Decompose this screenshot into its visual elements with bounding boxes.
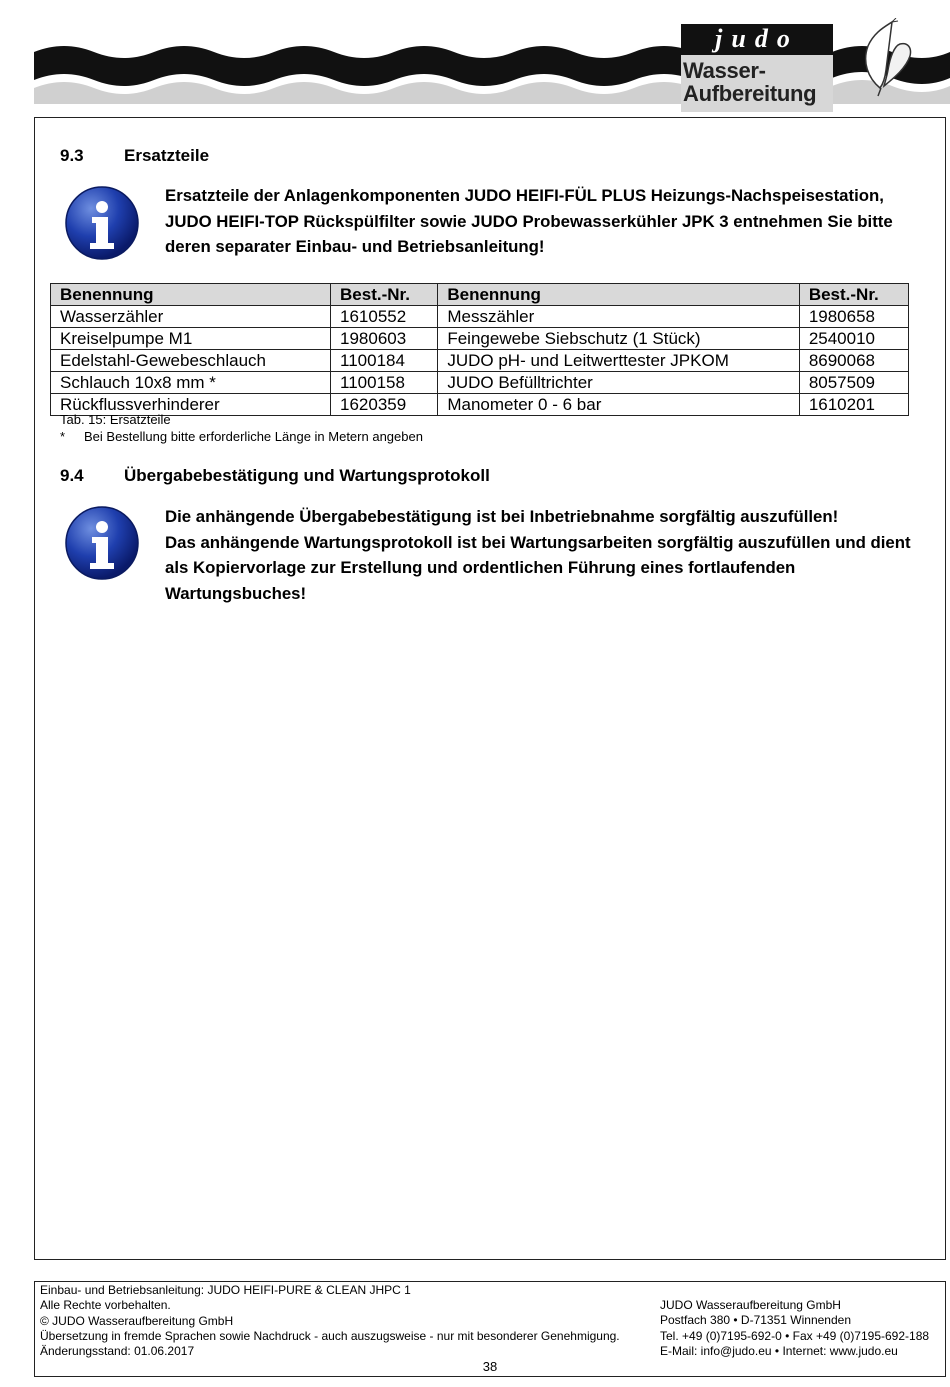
column-header: Benennung (51, 284, 331, 306)
table-cell: 1980603 (331, 328, 438, 350)
logo-line2: Aufbereitung (683, 81, 817, 106)
table-header-row (51, 284, 909, 306)
footer-right (660, 1298, 929, 1359)
table-footnote (60, 429, 560, 445)
column-header: Benennung (438, 284, 799, 306)
table-cell: Kreiselpumpe M1 (51, 328, 331, 350)
judo-logo (681, 24, 833, 112)
table-cell: 1620359 (331, 394, 438, 416)
table-row (51, 328, 909, 350)
table-cell: Wasserzähler (51, 306, 331, 328)
spare-parts-table (50, 283, 909, 416)
table-cell: 1610552 (331, 306, 438, 328)
logo-line1: Wasser- (683, 58, 766, 83)
butterfly-icon (848, 18, 918, 98)
footer-line: Alle Rechte vorbehalten. (40, 1298, 171, 1313)
table-row (51, 394, 909, 416)
table-row (51, 372, 909, 394)
info-icon (64, 505, 140, 581)
info-icon (64, 185, 140, 261)
section-number: 9.4 (60, 466, 84, 485)
page-header (0, 0, 950, 116)
table-cell: Manometer 0 - 6 bar (438, 394, 799, 416)
table-cell: JUDO pH- und Leitwerttester JPKOM (438, 350, 799, 372)
section-title: Übergabebestätigung und Wartungsprotokoll (124, 466, 490, 485)
spare-parts-note: Ersatzteile der Anlagenkomponenten JUDO HEIFI-FÜL PLUS Heizungs-Nachspeisestation, JUDO HEIFI-TOP Rückspülfilter sowie JUDO Probewasserkühler JPK 3 entnehmen Sie bitte deren separater Einbau- und Betriebsanleitung! (165, 186, 893, 256)
footer-line: © JUDO Wasseraufbereitung GmbH (40, 1313, 234, 1328)
footer-left (40, 1283, 620, 1359)
footer-line: Übersetzung in fremde Sprachen sowie Nachdruck - auch auszugsweise - nur mit besonderer Genehmigung. (40, 1328, 620, 1343)
page-number: 38 (482, 1359, 498, 1374)
column-header: Best.-Nr. (799, 284, 908, 306)
logo-wordmark: judo (715, 24, 799, 53)
table-cell: Edelstahl-Gewebeschlauch (51, 350, 331, 372)
table-cell: Rückflussverhinderer (51, 394, 331, 416)
footer-line: E-Mail: info@judo.eu • Internet: www.judo.eu (660, 1343, 898, 1358)
section-number: 9.3 (60, 146, 84, 165)
table-cell: JUDO Befülltrichter (438, 372, 799, 394)
section-heading-9-4 (60, 466, 660, 486)
table-cell: 2540010 (799, 328, 908, 350)
footer-line: Tel. +49 (0)7195-692-0 • Fax +49 (0)7195-692-188 (660, 1328, 930, 1343)
footer-line: Postfach 380 • D-71351 Winnenden (660, 1313, 851, 1328)
footer-line: Einbau- und Betriebsanleitung: JUDO HEIFI-PURE & CLEAN JHPC 1 (40, 1283, 411, 1297)
table-cell: 1100184 (331, 350, 438, 372)
table-row (51, 306, 909, 328)
table-row (51, 350, 909, 372)
handover-note (165, 504, 920, 606)
table-cell: 1980658 (799, 306, 908, 328)
footer-line: JUDO Wasseraufbereitung GmbH (660, 1298, 841, 1312)
footer-line: Änderungsstand: 01.06.2017 (40, 1344, 195, 1359)
footnote-mark: * (60, 429, 66, 444)
note-line: Das anhängende Wartungsprotokoll ist bei Wartungsarbeiten sorgfältig auszufüllen und dient als Kopiervorlage zur Erstellung und ordentlichen Führung eines fortlaufenden Wartungsbuches! (165, 532, 911, 603)
table-cell: 8690068 (799, 350, 908, 372)
table-cell: 8057509 (799, 372, 908, 394)
column-header: Best.-Nr. (331, 284, 438, 306)
section-heading-9-3 (60, 146, 660, 166)
table-cell: Feingewebe Siebschutz (1 Stück) (438, 328, 799, 350)
table-cell: Schlauch 10x8 mm * (51, 372, 331, 394)
footnote-text: Bei Bestellung bitte erforderliche Länge in Metern angeben (84, 429, 423, 444)
table-cell: Messzähler (438, 306, 799, 328)
table-caption: Tab. 15: Ersatzteile (60, 412, 171, 427)
section-title: Ersatzteile (124, 146, 210, 165)
note-line: Die anhängende Übergabebestätigung ist bei Inbetriebnahme sorgfältig auszufüllen! (165, 507, 839, 526)
table-cell: 1100158 (331, 372, 438, 394)
table-cell: 1610201 (799, 394, 908, 416)
